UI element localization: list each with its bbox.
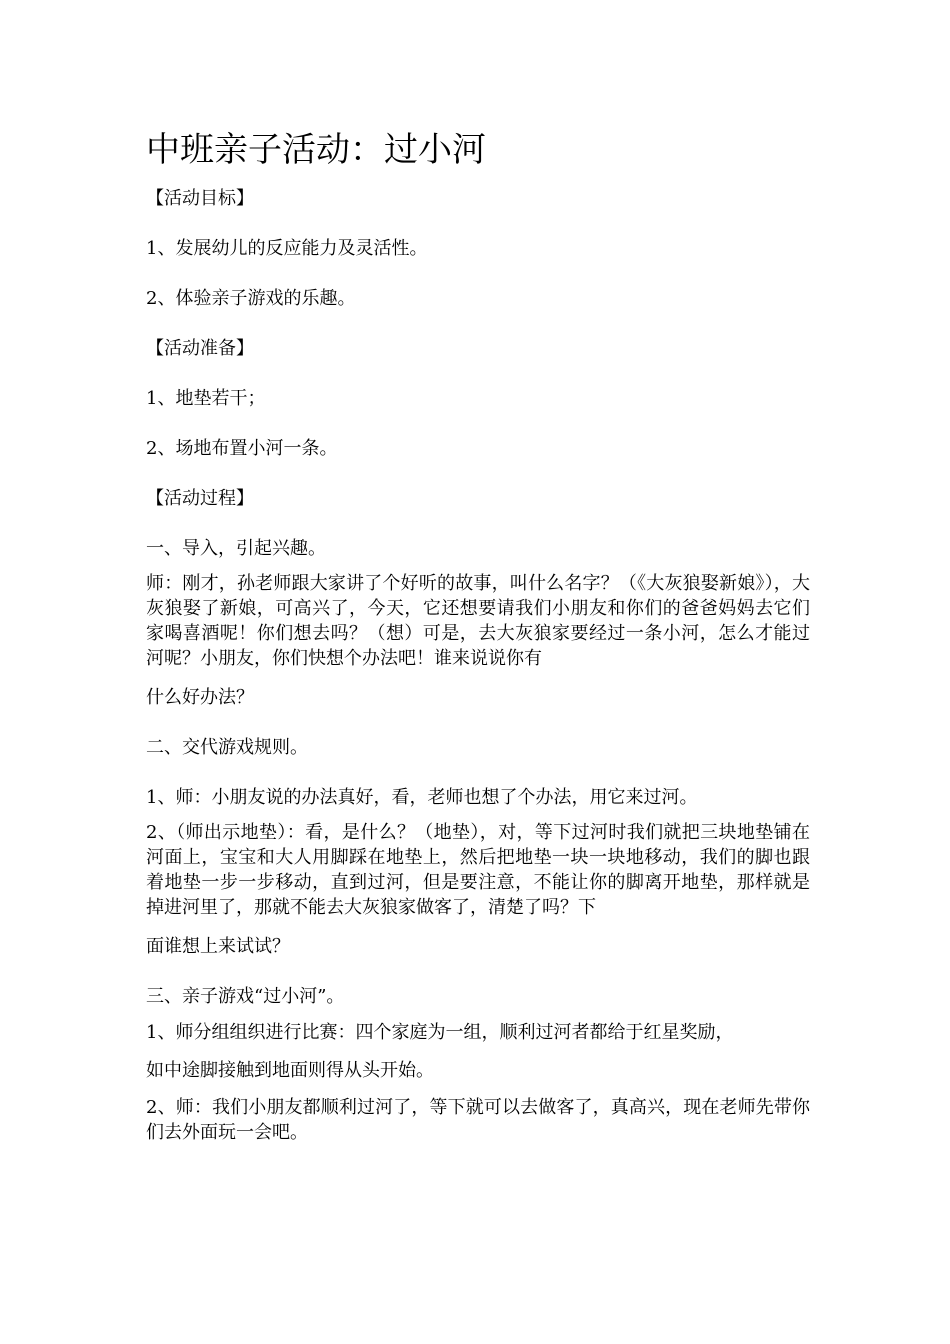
goal-item-2: 2、体验亲子游戏的乐趣。 <box>146 288 356 309</box>
step-2-heading: 二、交代游戏规则。 <box>146 737 308 758</box>
step-2-item-2-tail: 面谁想上来试试？ <box>146 936 290 957</box>
prep-item-2: 2、场地布置小河一条。 <box>146 438 338 459</box>
section-heading-goals: 【活动目标】 <box>146 188 254 209</box>
step-3-heading: 三、亲子游戏“过小河”。 <box>146 986 345 1007</box>
step-1-heading: 一、导入，引起兴趣。 <box>146 538 326 559</box>
step-3-item-1-tail: 如中途脚接触到地面则得从头开始。 <box>146 1060 434 1081</box>
step-3-item-2: 2、师：我们小朋友都顺利过河了，等下就可以去做客了，真高兴，现在老师先带你们去外面玩一会吧。 <box>146 1097 810 1143</box>
step-1-paragraph-tail: 什么好办法？ <box>146 687 254 708</box>
step-3-item-1: 1、师分组组织进行比赛：四个家庭为一组，顺利过河者都给于红星奖励， <box>146 1022 734 1043</box>
step-1-paragraph: 师：刚才，孙老师跟大家讲了个好听的故事，叫什么名字？（《大灰狼娶新娘》），大灰狼娶了新娘，可高兴了，今天，它还想要请我们小朋友和你们的爸爸妈妈去它们家喝喜酒呢！你们想去吗？（想）可是，去大灰狼家要经过一条小河，怎么才能过河呢？小朋友，你们快想个办法吧！谁来说说你有 <box>146 573 810 669</box>
document-title: 中班亲子活动：过小河 <box>146 130 486 170</box>
section-heading-process: 【活动过程】 <box>146 488 254 509</box>
step-2-item-1: 1、师：小朋友说的办法真好，看，老师也想了个办法，用它来过河。 <box>146 787 698 808</box>
step-2-item-2: 2、（师出示地垫）：看，是什么？（地垫），对，等下过河时我们就把三块地垫铺在河面上，宝宝和大人用脚踩在地垫上，然后把地垫一块一块地移动，我们的脚也跟着地垫一步一步移动，直到过河，但是要注意，不能让你的脚离开地垫，那样就是掉进河里了，那就不能去大灰狼家做客了，清楚了吗？下 <box>146 822 810 918</box>
prep-item-1: 1、地垫若干； <box>146 388 266 409</box>
goal-item-1: 1、发展幼儿的反应能力及灵活性。 <box>146 238 428 259</box>
section-heading-preparation: 【活动准备】 <box>146 338 254 359</box>
